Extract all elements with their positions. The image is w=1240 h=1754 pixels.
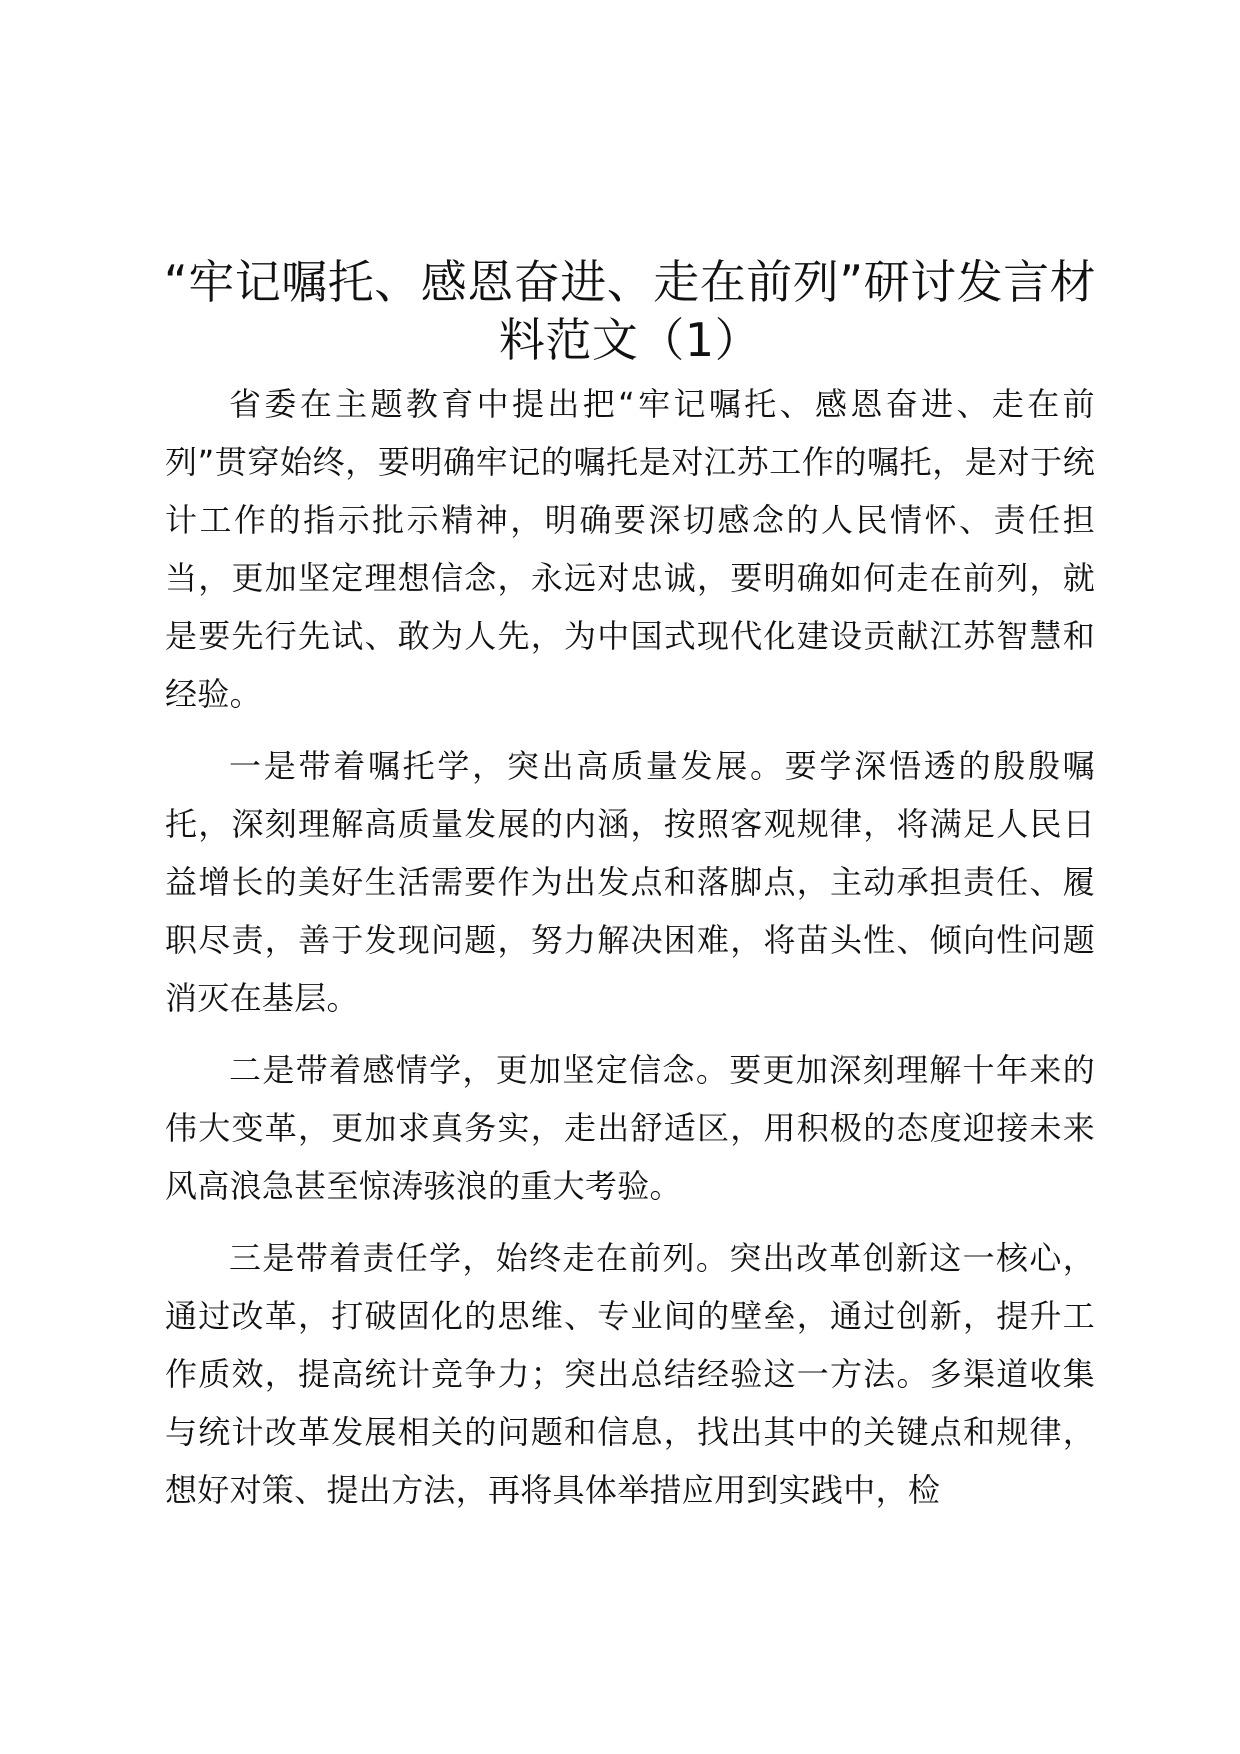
document-body xyxy=(165,375,1095,1533)
paragraph-point-two: 二是带着感情学，更加坚定信念。要更加深刻理解十年来的伟大变革，更加求真务实，走出舒适区，用积极的态度迎接未来风高浪急甚至惊涛骇浪的重大考验。 xyxy=(165,1051,1095,1205)
paragraph-point-three: 三是带着责任学，始终走在前列。突出改革创新这一核心，通过改革，打破固化的思维、专业间的壁垒，通过创新，提升工作质效，提高统计竞争力；突出总结经验这一方法。多渠道收集与统计改革发展相关的问题和信息，找出其中的关键点和规律，想好对策、提出方法，再将具体举措应用到实践中，检 xyxy=(165,1239,1095,1509)
document-title: “牢记嘱托、感恩奋进、走在前列”研讨发言材料范文（1） xyxy=(163,254,1097,367)
paragraph-intro: 省委在主题教育中提出把“牢记嘱托、感恩奋进、走在前列”贯穿始终，要明确牢记的嘱托是对江苏工作的嘱托，是对于统计工作的指示批示精神，明确要深切感念的人民情怀、责任担当，更加坚定理想信念，永远对忠诚，要明确如何走在前列，就是要先行先试、敢为人先，为中国式现代化建设贡献江苏智慧和经验。 xyxy=(165,385,1095,713)
paragraph-point-one: 一是带着嘱托学，突出高质量发展。要学深悟透的殷殷嘱托，深刻理解高质量发展的内涵，按照客观规律，将满足人民日益增长的美好生活需要作为出发点和落脚点，主动承担责任、履职尽责，善于发现问题，努力解决困难，将苗头性、倾向性问题消灭在基层。 xyxy=(165,747,1095,1017)
